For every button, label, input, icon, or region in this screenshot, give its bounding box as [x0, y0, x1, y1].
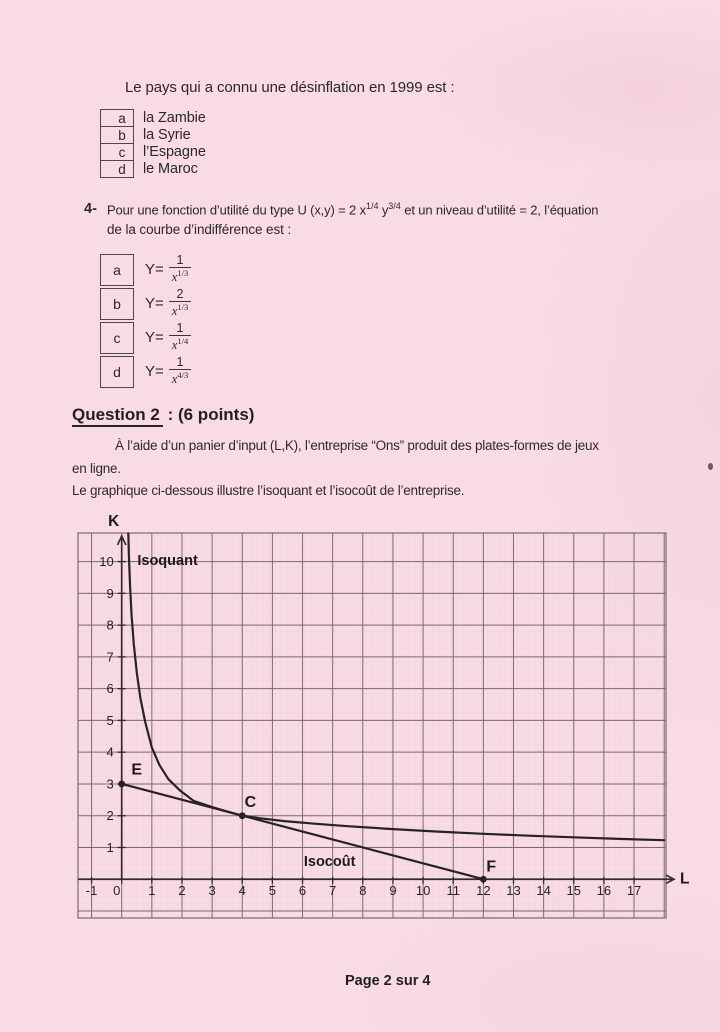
page-number: Page 2 sur 4	[345, 973, 431, 989]
y-tick-label: 5	[106, 712, 114, 728]
option-row-a	[100, 253, 191, 286]
fraction	[169, 356, 191, 386]
x-tick-label: 12	[476, 883, 491, 899]
y-tick-label: 3	[106, 776, 114, 792]
option-row-d	[100, 160, 206, 178]
x-tick-label: 10	[415, 883, 431, 899]
x-tick-label: 7	[329, 883, 337, 899]
fraction	[169, 288, 191, 318]
point-C	[239, 812, 246, 819]
question2-title: Question 2	[72, 405, 163, 427]
option-row-a	[100, 109, 206, 127]
q4-text-mid: y	[378, 202, 389, 218]
x-tick-label: 13	[506, 883, 521, 899]
option-letter-box: c	[100, 322, 134, 354]
formula	[145, 254, 191, 284]
formula-prefix: Y=	[145, 261, 164, 278]
fraction	[169, 254, 191, 284]
point-label-C: C	[244, 793, 257, 811]
question4-text-line2: de la courbe d’indifférence est :	[107, 222, 292, 237]
q4-exponent-1: 1/4	[365, 201, 379, 211]
option-letter-box: d	[100, 160, 134, 178]
option-row-c	[100, 143, 206, 161]
formula-prefix: Y=	[145, 363, 164, 380]
y-tick-label: 6	[106, 681, 114, 697]
formula	[145, 322, 191, 352]
x-tick-label: 0	[113, 883, 121, 899]
annotation-Isoquant: Isoquant	[137, 552, 198, 569]
y-tick-label: 4	[106, 744, 114, 760]
x-tick-label: 17	[626, 883, 642, 899]
question2-paragraph-line1: À l’aide d’un panier d’input (L,K), l’entreprise “Ons” produit des plates-formes de jeux	[115, 438, 599, 453]
fraction	[169, 322, 191, 352]
option-text: la Syrie	[143, 127, 191, 143]
fraction-denominator: $x^{4/3}$	[169, 369, 191, 386]
x-tick-label: 2	[178, 883, 186, 899]
question4-number: 4-	[84, 201, 97, 217]
question1-options	[100, 109, 206, 178]
point-label-E: E	[131, 761, 143, 779]
y-tick-label: 8	[106, 617, 114, 633]
point-label-F: F	[486, 858, 497, 876]
x-tick-label: 9	[389, 883, 397, 899]
y-tick-label: 7	[106, 649, 114, 665]
x-tick-label: 6	[298, 883, 307, 899]
fraction-numerator: 1	[176, 253, 184, 268]
formula	[145, 356, 191, 386]
question2-paragraph-line3: Le graphique ci-dessous illustre l’isoquant et l’isocoût de l’entreprise.	[72, 483, 465, 498]
q4-exponent-2: 3/4	[388, 201, 401, 211]
fraction-denominator: $x^{1/3}$	[169, 267, 191, 284]
option-letter-box: d	[100, 356, 134, 388]
chart-container	[70, 510, 695, 930]
fraction-numerator: 1	[176, 321, 184, 336]
fraction-numerator: 2	[176, 287, 184, 302]
fraction-denominator: $x^{1/4}$	[169, 335, 191, 352]
option-row-b	[100, 287, 191, 320]
q4-text-post: et un niveau d’utilité = 2, l’équation	[400, 202, 599, 218]
question2-points: : (6 points)	[162, 405, 255, 424]
option-letter-box: b	[100, 288, 134, 320]
formula	[145, 288, 191, 318]
x-tick-label: 1	[148, 883, 156, 899]
annotation-Isocoût: Isocoût	[303, 853, 356, 870]
y-tick-label: 1	[106, 839, 114, 855]
option-text: le Maroc	[143, 161, 198, 177]
option-text: l’Espagne	[143, 144, 206, 160]
option-row-d	[100, 355, 191, 388]
option-row-c	[100, 321, 191, 354]
x-tick-label: 11	[446, 883, 460, 899]
x-tick-label: 16	[596, 883, 612, 899]
isoquant-isocost-chart	[70, 510, 695, 930]
y-axis-label: K	[108, 513, 120, 530]
option-letter-box: b	[100, 126, 134, 144]
y-tick-label: 10	[99, 554, 114, 570]
question1-prompt: Le pays qui a connu une désinflation en 1999 est :	[125, 79, 455, 96]
point-F	[480, 876, 487, 883]
option-text: la Zambie	[143, 110, 206, 126]
fraction-denominator: $x^{1/3}$	[169, 301, 191, 318]
question2-paragraph-line2: en ligne.	[72, 461, 121, 476]
x-axis-label: L	[680, 870, 690, 888]
x-tick-label: 14	[536, 883, 551, 899]
y-tick-label: 2	[106, 808, 114, 824]
x-tick-label: 8	[359, 883, 367, 899]
x-tick-label: -1	[85, 883, 98, 899]
x-tick-label: 15	[566, 883, 582, 899]
formula-prefix: Y=	[145, 295, 164, 312]
option-row-b	[100, 126, 206, 144]
fraction-numerator: 1	[176, 355, 184, 370]
option-letter-box: c	[100, 143, 134, 161]
question4-options	[100, 252, 191, 388]
x-tick-label: 3	[208, 883, 216, 899]
scan-artifact-dot	[708, 463, 713, 470]
option-letter-box: a	[100, 254, 134, 286]
point-E	[118, 781, 125, 788]
question4-text-line1	[107, 201, 598, 217]
formula-prefix: Y=	[145, 329, 164, 346]
q4-text-pre: Pour une fonction d’utilité du type U (x,y) = 2 x	[107, 202, 366, 218]
graph-paper-texture	[78, 533, 666, 918]
question2-heading	[72, 405, 254, 425]
x-tick-label: 5	[268, 883, 277, 899]
x-tick-label: 4	[238, 883, 246, 899]
option-letter-box: a	[100, 109, 134, 127]
y-tick-label: 9	[106, 585, 114, 601]
